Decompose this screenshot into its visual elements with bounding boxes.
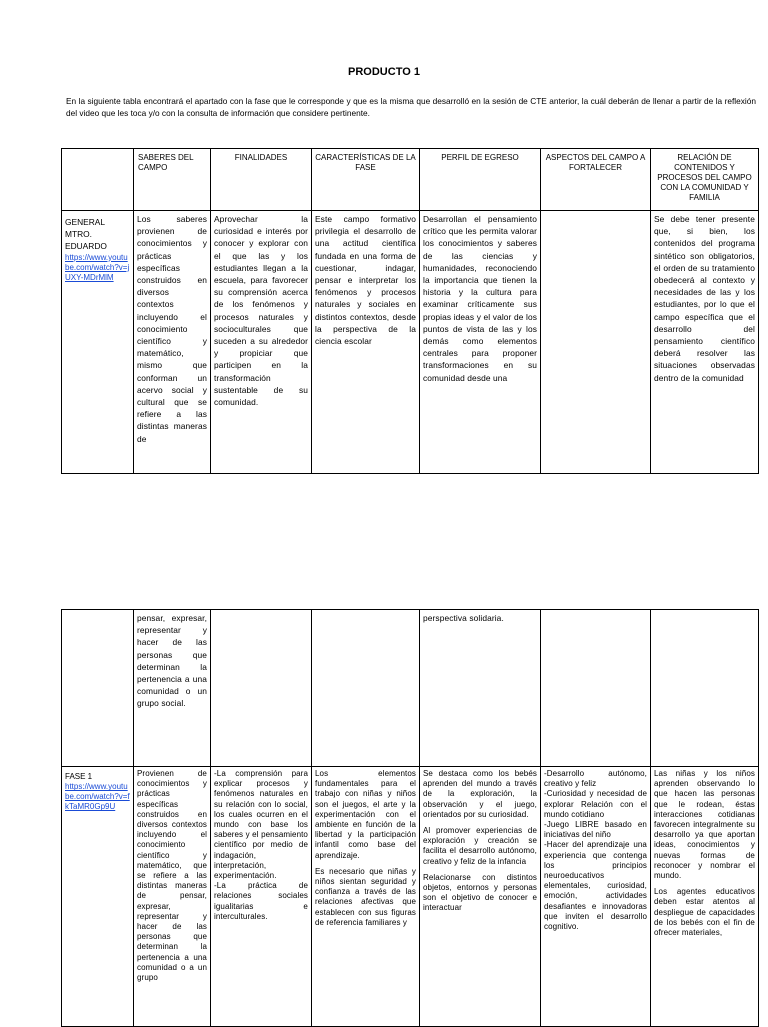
perfil-cell: Desarrollan el pensamiento crítico que les permita valorar los conocimientos y saberes de las ciencias y humanidades, reconociendo la importancia que tienen la historia y la cultura para examinar críticamente sus propias ideas y el valor de los puntos de vista de las y los demás como elementos centrales para proponer transformaciones en su comunidad desde una <box>420 211 541 474</box>
caracteristicas-paragraph-1: Los elementos fundamentales para el trabajo con niñas y niños son el juegos, el arte y la experimentación con el ambiente en función de la libertad y la participación infantil como base del aprendizaje. <box>315 769 416 860</box>
relacion-paragraph-2: Los agentes educativos deben estar atentos al despliegue de capacidades de los bebés con el fin de ofrecer materiales, <box>654 887 755 938</box>
finalidades-paragraph-1: -La comprensión para explicar procesos y fenómenos naturales en su relación con lo social, los cuales ocurren en el mundo con base los saberes y el pensamiento científico por medio de indagación, interpretación, experimentación. <box>214 769 308 881</box>
row-label-cell <box>62 610 134 767</box>
finalidades-paragraph-2: -La práctica de relaciones sociales igualitarias e interculturales. <box>214 881 308 921</box>
finalidades-cell: Aprovechar la curiosidad e interés por conocer y explorar con el que las y los estudiantes llegan a la escuela, para favorecer su comprensión acerca de los fenómenos y procesos naturales y socioculturales que suceden a su alrededor y propiciar que participen en la transformación sustentable de su comunidad. <box>211 211 312 474</box>
product-table-part-1 <box>61 148 759 474</box>
saberes-cell: pensar, expresar, representar y hacer de las personas que determinan la pertenencia a una comunidad o un grupo social. <box>134 610 211 767</box>
perfil-paragraph-1: Se destaca como los bebés aprenden del mundo a través de la exploración, la observación y el juego, orientados por su curiosidad. <box>423 769 537 819</box>
header-empty-cell <box>62 149 134 211</box>
relacion-cell: Se debe tener presente que, si bien, los contenidos del programa sintético son obligatorios, el orden de su tratamiento obedecerá al contexto y necesidades de las y los estudiantes, por lo que el campo específica que el desarrollo del pensamiento científico deberá resolver las situaciones observadas dentro de la comunidad <box>651 211 759 474</box>
header-finalidades: FINALIDADES <box>211 149 312 211</box>
finalidades-cell <box>211 610 312 767</box>
caracteristicas-paragraph-2: Es necesario que niñas y niños sientan seguridad y confianza a través de las relaciones afectivas que establecen con sus figuras de referencia familiares y <box>315 866 416 927</box>
header-row <box>62 149 759 211</box>
row-label-cell <box>62 767 134 1027</box>
product-table-part-3 <box>61 766 759 1027</box>
aspectos-item: -Desarrollo autónomo, creativo y feliz <box>544 769 647 789</box>
relacion-cell <box>651 610 759 767</box>
table-row-fase-1 <box>62 767 759 1027</box>
caracteristicas-cell <box>312 610 420 767</box>
perfil-cell <box>420 767 541 1027</box>
perfil-paragraph-2: Al promover experiencias de exploración y creación se facilita el desarrollo autónomo, creativo y feliz de la infancia <box>423 826 537 866</box>
caracteristicas-cell <box>312 767 420 1027</box>
aspectos-cell <box>541 767 651 1027</box>
aspectos-item: -Hacer del aprendizaje una experiencia que contenga los principios neuroeducativos elementales, curiosidad, emoción, actividades desafiantes e innovadoras que inviten el desarrollo cognitivo. <box>544 840 647 932</box>
header-relacion: RELACIÓN DE CONTENIDOS Y PROCESOS DEL CAMPO CON LA COMUNIDAD Y FAMILIA <box>651 149 759 211</box>
saberes-cell: Provienen de conocimientos y prácticas específicas construidos en diversos contextos incluyendo el conocimiento científico y matemático, que se refiere a las distintas maneras de pensar, expresar, representar y hacer de las personas que determinan la pertenencia a una comunidad o a un grupo <box>134 767 211 1027</box>
page-title: PRODUCTO 1 <box>348 66 420 78</box>
finalidades-cell <box>211 767 312 1027</box>
table-row-general <box>62 211 759 474</box>
header-perfil: PERFIL DE EGRESO <box>420 149 541 211</box>
row-label: GENERAL MTRO. EDUARDO <box>65 217 107 252</box>
perfil-cell: perspectiva solidaria. <box>420 610 541 767</box>
intro-paragraph: En la siguiente tabla encontrará el apartado con la fase que le corresponde y que es la misma que desarrolló en la sesión de CTE anterior, la cuál deberán de llenar a partir de la reflexión del video que les toca y/o con la consulta de información que considere pertinente. <box>66 96 756 118</box>
row-label-cell <box>62 211 134 474</box>
header-aspectos: ASPECTOS DEL CAMPO A FORTALECER <box>541 149 651 211</box>
aspectos-cell <box>541 610 651 767</box>
table-row-general-continued <box>62 610 759 767</box>
aspectos-item: -Curiosidad y necesidad de explorar Relación con el mundo cotidiano <box>544 789 647 819</box>
header-saberes: SABERES DEL CAMPO <box>134 149 211 211</box>
video-link[interactable]: https://www.youtube.com/watch?v=jUXY-MDrMlM <box>65 252 130 282</box>
aspectos-item: -Juego LIBRE basado en iniciativas del niño <box>544 820 647 840</box>
product-table-part-2 <box>61 609 759 767</box>
row-label: FASE 1 <box>65 772 93 781</box>
perfil-paragraph-3: Relacionarse con distintos objetos, entornos y personas son el objetivo de conocer e interactuar <box>423 872 537 913</box>
caracteristicas-cell: Este campo formativo privilegia el desarrollo de una actitud científica fundada en una forma de cuestionar, indagar, pensar e interpretar los fenómenos y procesos naturales y sociales en distintos contextos, desde la perspectiva de la ciencia escolar <box>312 211 420 474</box>
header-caracteristicas: CARACTERÍSTICAS DE LA FASE <box>312 149 420 211</box>
saberes-cell: Los saberes provienen de conocimientos y prácticas específicas construidos en diversos contextos incluyendo el conocimiento científico y matemático, mismo que conforman un acervo social y cultural que se refiere a las distintas maneras de <box>134 211 211 474</box>
relacion-paragraph-1: Las niñas y los niños aprenden observando lo que hacen las personas que le rodean, éstas interacciones cotidianas favorecen integralmente su desarrollo ya que aportan ideas, conocimientos y nuevas formas de reconocer y nombrar el mundo. <box>654 769 755 881</box>
video-link[interactable]: https://www.youtube.com/watch?v=fkTaMR0Gp9U <box>65 782 130 812</box>
aspectos-cell <box>541 211 651 474</box>
relacion-cell <box>651 767 759 1027</box>
